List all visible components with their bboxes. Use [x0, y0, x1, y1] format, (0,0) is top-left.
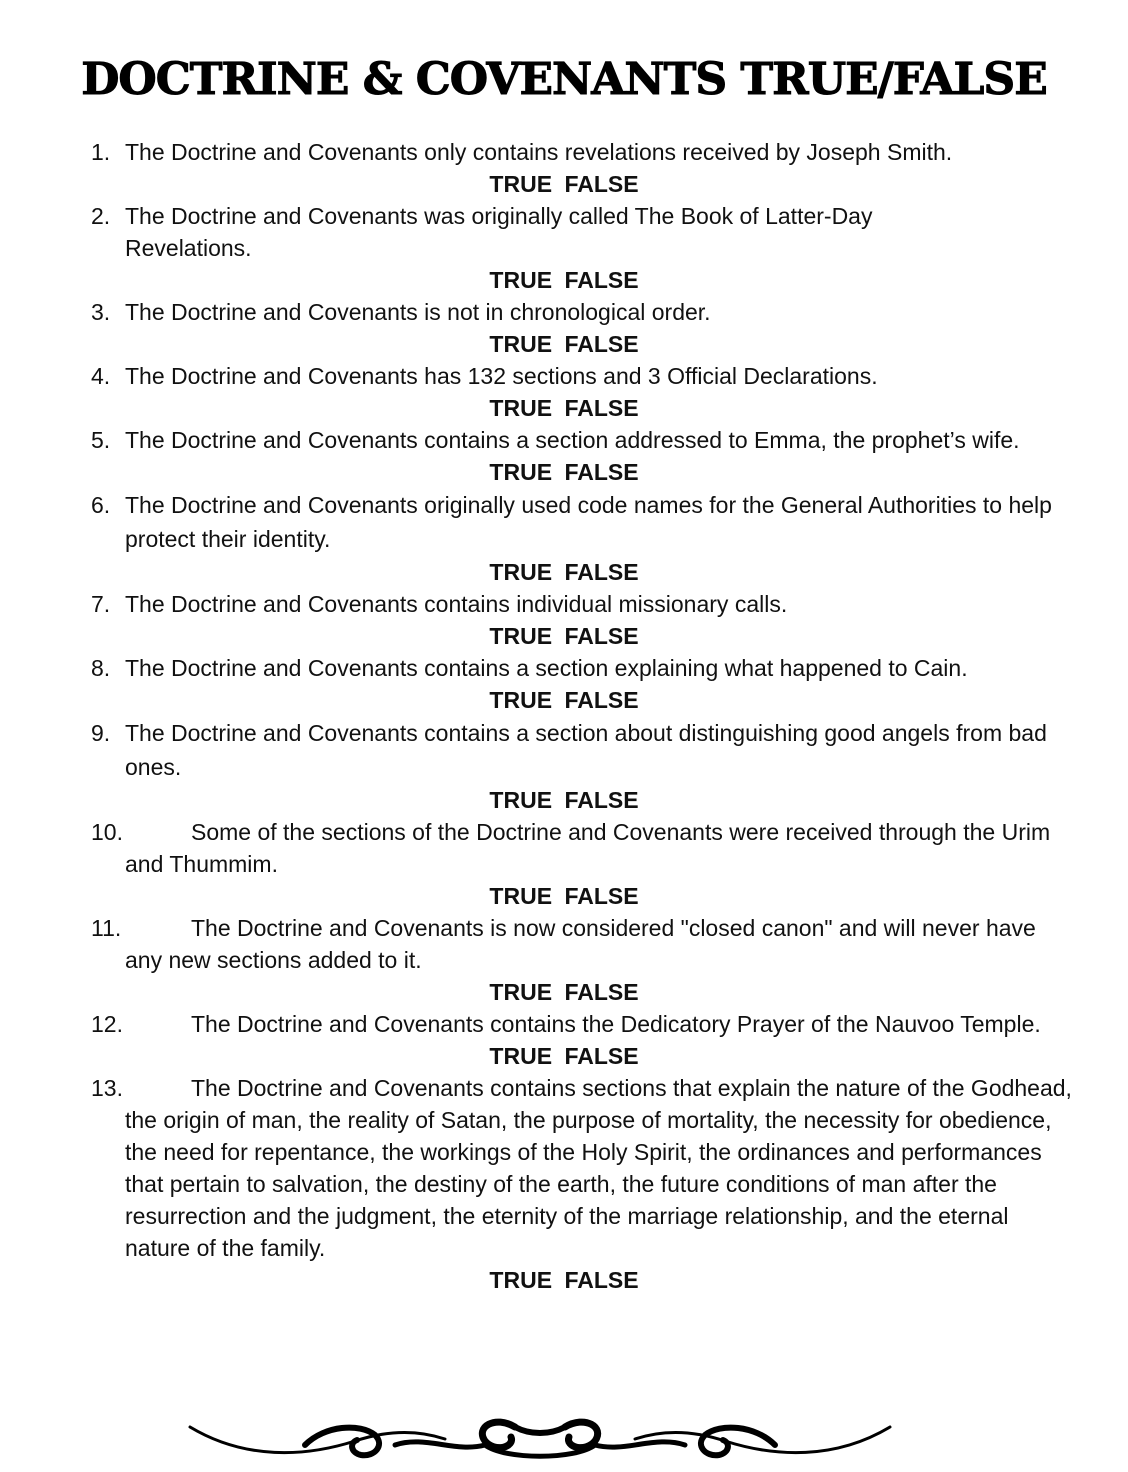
question-13 [91, 1072, 1076, 1264]
question-text: The Doctrine and Covenants is now considered "closed canon" and will never have any new sections added to it. [125, 915, 1036, 973]
question-number: 5. [91, 427, 111, 453]
true-option[interactable]: TRUE [489, 331, 553, 357]
question-number: 2. [91, 203, 111, 229]
question-8 [91, 652, 1076, 684]
question-number: 6. [91, 492, 111, 518]
question-text: The Doctrine and Covenants only contains revelations received by Joseph Smith. [125, 139, 953, 165]
false-option[interactable]: FALSE [564, 787, 639, 813]
true-option[interactable]: TRUE [489, 395, 553, 421]
true-option[interactable]: TRUE [489, 883, 553, 909]
answer-choices-12 [0, 1040, 1128, 1072]
question-number: 9. [91, 720, 111, 746]
question-9 [91, 716, 1076, 784]
question-list [91, 136, 1076, 1296]
question-number: 3. [91, 299, 111, 325]
true-option[interactable]: TRUE [489, 787, 553, 813]
question-number: 10. [91, 819, 123, 845]
false-option[interactable]: FALSE [564, 883, 639, 909]
true-option[interactable]: TRUE [489, 979, 553, 1005]
false-option[interactable]: FALSE [564, 1043, 639, 1069]
question-text: The Doctrine and Covenants originally used code names for the General Authorities to help protect their identity. [125, 492, 1052, 552]
question-number: 4. [91, 363, 111, 389]
question-text: The Doctrine and Covenants contains sections that explain the nature of the Godhead, the origin of man, the reality of Satan, the purpose of mortality, the necessity for obedience, the need for repentance, the workings of the Holy Spirit, the ordinances and performances that pertain to salvation, the destiny of the earth, the future conditions of man after the resurrection and the judgment, the eternity of the marriage relationship, and the eternal nature of the family. [125, 1075, 1072, 1261]
question-number: 12. [91, 1011, 123, 1037]
false-option[interactable]: FALSE [564, 267, 639, 293]
answer-choices-5 [0, 456, 1128, 488]
question-11 [91, 912, 1076, 976]
true-option[interactable]: TRUE [489, 1043, 553, 1069]
question-1 [91, 136, 1076, 168]
false-option[interactable]: FALSE [564, 395, 639, 421]
answer-choices-1 [0, 168, 1128, 200]
true-option[interactable]: TRUE [489, 559, 553, 585]
question-text: The Doctrine and Covenants contains a section explaining what happened to Cain. [125, 655, 968, 681]
question-text: The Doctrine and Covenants contains a section addressed to Emma, the prophet’s wife. [125, 427, 1020, 453]
question-number: 8. [91, 655, 111, 681]
true-option[interactable]: TRUE [489, 171, 553, 197]
answer-choices-7 [0, 620, 1128, 652]
question-text: The Doctrine and Covenants has 132 sections and 3 Official Declarations. [125, 363, 878, 389]
question-12 [91, 1008, 1076, 1040]
true-option[interactable]: TRUE [489, 1267, 553, 1293]
question-2 [91, 200, 1076, 264]
answer-choices-8 [0, 684, 1128, 716]
flourish-divider-icon [185, 1405, 895, 1465]
false-option[interactable]: FALSE [564, 623, 639, 649]
true-option[interactable]: TRUE [489, 623, 553, 649]
false-option[interactable]: FALSE [564, 1267, 639, 1293]
question-text: The Doctrine and Covenants is not in chronological order. [125, 299, 711, 325]
question-10 [91, 816, 1076, 880]
answer-choices-6 [0, 556, 1128, 588]
false-option[interactable]: FALSE [564, 979, 639, 1005]
question-7 [91, 588, 1076, 620]
answer-choices-11 [0, 976, 1128, 1008]
answer-choices-10 [0, 880, 1128, 912]
question-5 [91, 424, 1076, 456]
false-option[interactable]: FALSE [564, 459, 639, 485]
false-option[interactable]: FALSE [564, 687, 639, 713]
question-text: The Doctrine and Covenants contains a section about distinguishing good angels from bad ones. [125, 720, 1047, 780]
answer-choices-4 [0, 392, 1128, 424]
question-3 [91, 296, 1076, 328]
false-option[interactable]: FALSE [564, 559, 639, 585]
question-number: 11. [91, 915, 122, 941]
question-text: Some of the sections of the Doctrine and Covenants were received through the Urim and Thummim. [125, 819, 1051, 877]
answer-choices-2 [0, 264, 1128, 296]
question-6 [91, 488, 1076, 556]
question-number: 13. [91, 1075, 123, 1101]
question-number: 7. [91, 591, 111, 617]
answer-choices-3 [0, 328, 1128, 360]
question-4 [91, 360, 1076, 392]
false-option[interactable]: FALSE [564, 171, 639, 197]
question-number: 1. [91, 139, 111, 165]
question-text: The Doctrine and Covenants contains the Dedicatory Prayer of the Nauvoo Temple. [191, 1011, 1041, 1037]
true-option[interactable]: TRUE [489, 267, 553, 293]
answer-choices-13 [0, 1264, 1128, 1296]
question-text: The Doctrine and Covenants contains individual missionary calls. [125, 591, 788, 617]
true-option[interactable]: TRUE [489, 459, 553, 485]
true-option[interactable]: TRUE [489, 687, 553, 713]
question-text: The Doctrine and Covenants was originally called The Book of Latter-Day Revelations. [125, 203, 873, 261]
false-option[interactable]: FALSE [564, 331, 639, 357]
answer-choices-9 [0, 784, 1128, 816]
page-title: DOCTRINE & COVENANTS TRUE/FALSE [81, 54, 1047, 105]
